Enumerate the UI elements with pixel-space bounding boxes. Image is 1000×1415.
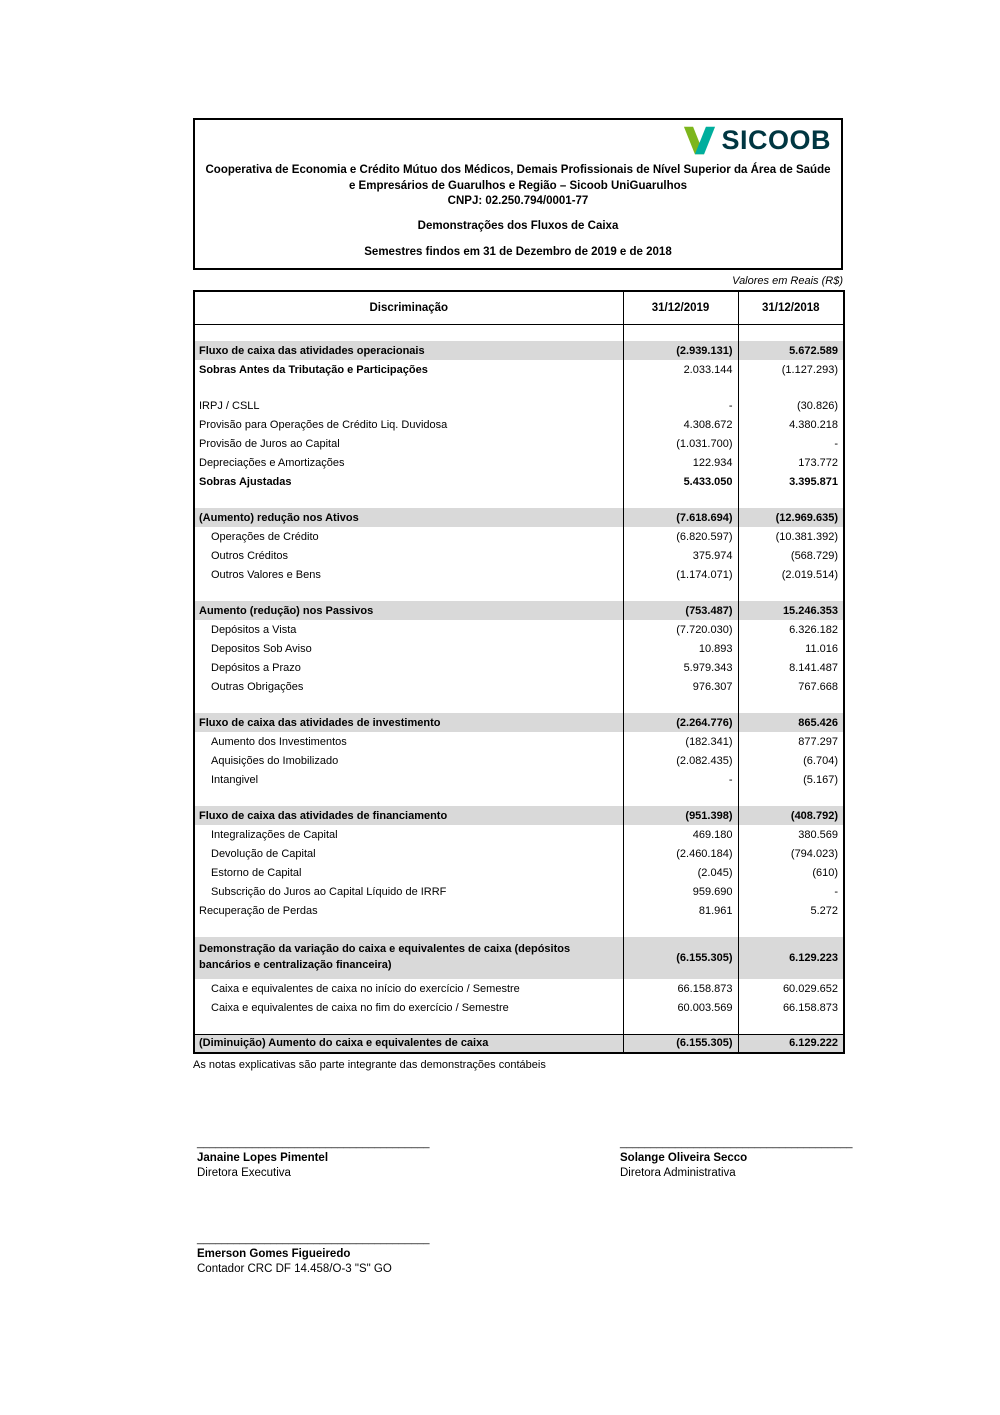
row-label: Provisão de Juros ao Capital (194, 434, 623, 453)
row-value-2019 (623, 696, 738, 713)
table-row (194, 396, 844, 415)
row-label: Subscrição do Juros ao Capital Líquido de IRRF (194, 882, 623, 901)
signature-block-accountant (197, 1234, 429, 1275)
row-value-2019: (6.155.305) (623, 937, 738, 979)
row-value-2019: (2.939.131) (623, 341, 738, 360)
row-label (194, 584, 623, 601)
row-label: Aumento dos Investimentos (194, 732, 623, 751)
row-value-2018: 6.326.182 (738, 620, 844, 639)
table-row (194, 546, 844, 565)
row-label: Depósitos a Prazo (194, 658, 623, 677)
table-row (194, 882, 844, 901)
row-value-2018: 865.426 (738, 713, 844, 732)
row-label (194, 379, 623, 396)
table-row (194, 732, 844, 751)
row-label: Fluxo de caixa das atividades operacionais (194, 341, 623, 360)
table-row (194, 751, 844, 770)
row-label: Provisão para Operações de Crédito Liq. Duvidosa (194, 415, 623, 434)
header-box (193, 118, 843, 270)
row-value-2019: (1.174.071) (623, 565, 738, 584)
row-label: Caixa e equivalentes de caixa no início do exercício / Semestre (194, 979, 623, 998)
table-row (194, 472, 844, 491)
table-row (194, 658, 844, 677)
table-row (194, 1034, 844, 1053)
row-value-2018 (738, 920, 844, 937)
table-row (194, 565, 844, 584)
signature-name: Janaine Lopes Pimentel (197, 1152, 329, 1164)
row-label: IRPJ / CSLL (194, 396, 623, 415)
row-value-2019: (2.264.776) (623, 713, 738, 732)
row-value-2018: (794.023) (738, 844, 844, 863)
row-value-2018: (610) (738, 863, 844, 882)
row-value-2019: 5.433.050 (623, 472, 738, 491)
row-value-2018: (10.381.392) (738, 527, 844, 546)
signature-block-administrative (620, 1138, 852, 1179)
row-label: (Aumento) redução nos Ativos (194, 508, 623, 527)
signature-line: ______________________________________ (197, 1137, 430, 1149)
row-value-2019: 10.893 (623, 639, 738, 658)
row-value-2018: (568.729) (738, 546, 844, 565)
sicoob-logo (683, 125, 831, 156)
table-row (194, 806, 844, 825)
column-header-2019: 31/12/2019 (623, 291, 738, 324)
row-value-2019 (623, 324, 738, 341)
row-value-2019: - (623, 396, 738, 415)
row-value-2019: 60.003.569 (623, 998, 738, 1017)
statement-content (193, 118, 843, 1071)
row-label: Intangivel (194, 770, 623, 789)
row-label: Outros Valores e Bens (194, 565, 623, 584)
row-label: Sobras Ajustadas (194, 472, 623, 491)
row-value-2018: 5.672.589 (738, 341, 844, 360)
table-row (194, 324, 844, 341)
sicoob-logo-text: SICOOB (721, 125, 831, 155)
row-value-2018: (408.792) (738, 806, 844, 825)
row-value-2018: 4.380.218 (738, 415, 844, 434)
row-value-2018: - (738, 882, 844, 901)
row-value-2018: 173.772 (738, 453, 844, 472)
row-value-2019: 959.690 (623, 882, 738, 901)
table-row (194, 696, 844, 713)
row-value-2019: 469.180 (623, 825, 738, 844)
row-label (194, 920, 623, 937)
table-row (194, 677, 844, 696)
table-row (194, 789, 844, 806)
row-label: Outros Créditos (194, 546, 623, 565)
row-value-2019: (1.031.700) (623, 434, 738, 453)
signature-role: Diretora Executiva (197, 1167, 291, 1179)
row-value-2018 (738, 1017, 844, 1034)
signature-block-executive (197, 1138, 429, 1179)
table-row (194, 863, 844, 882)
signature-name: Solange Oliveira Secco (620, 1152, 748, 1164)
table-row (194, 620, 844, 639)
row-label: Fluxo de caixa das atividades de investimento (194, 713, 623, 732)
row-value-2019 (623, 491, 738, 508)
row-value-2019: (2.460.184) (623, 844, 738, 863)
row-label: Caixa e equivalentes de caixa no fim do exercício / Semestre (194, 998, 623, 1017)
row-value-2018: (1.127.293) (738, 360, 844, 379)
currency-note: Valores em Reais (R$) (732, 275, 843, 288)
table-row (194, 360, 844, 379)
row-label: Sobras Antes da Tributação e Participações (194, 360, 623, 379)
row-label: Depreciações e Amortizações (194, 453, 623, 472)
row-value-2019 (623, 1017, 738, 1034)
row-value-2018: - (738, 434, 844, 453)
table-row (194, 453, 844, 472)
row-value-2018 (738, 491, 844, 508)
row-value-2018: 3.395.871 (738, 472, 844, 491)
row-value-2018: (30.826) (738, 396, 844, 415)
row-value-2018: (2.019.514) (738, 565, 844, 584)
row-value-2019: (7.720.030) (623, 620, 738, 639)
row-value-2019 (623, 584, 738, 601)
row-value-2018: 6.129.223 (738, 937, 844, 979)
table-row (194, 508, 844, 527)
row-value-2019: (6.820.597) (623, 527, 738, 546)
row-label (194, 1017, 623, 1034)
row-value-2019: 4.308.672 (623, 415, 738, 434)
explanatory-note: As notas explicativas são parte integrante das demonstrações contábeis (193, 1059, 546, 1072)
table-row (194, 844, 844, 863)
statement-period: Semestres findos em 31 de Dezembro de 2019 e de 2018 (364, 246, 672, 259)
table-row (194, 1017, 844, 1034)
table-row (194, 901, 844, 920)
signature-name: Emerson Gomes Figueiredo (197, 1248, 351, 1260)
table-row (194, 770, 844, 789)
row-label: Integralizações de Capital (194, 825, 623, 844)
row-label: (Diminuição) Aumento do caixa e equivalentes de caixa (194, 1034, 623, 1053)
column-header-2018: 31/12/2018 (738, 291, 844, 324)
table-row (194, 491, 844, 508)
row-value-2018: 60.029.652 (738, 979, 844, 998)
row-value-2019: 66.158.873 (623, 979, 738, 998)
row-value-2019: - (623, 770, 738, 789)
table-row (194, 415, 844, 434)
row-value-2018: 8.141.487 (738, 658, 844, 677)
row-value-2018: 877.297 (738, 732, 844, 751)
row-value-2019: (182.341) (623, 732, 738, 751)
row-value-2018 (738, 696, 844, 713)
table-row (194, 584, 844, 601)
cashflow-table (193, 290, 845, 1054)
row-value-2019: 976.307 (623, 677, 738, 696)
row-value-2019: (7.618.694) (623, 508, 738, 527)
table-row (194, 937, 844, 979)
row-label (194, 696, 623, 713)
row-value-2019: (951.398) (623, 806, 738, 825)
statement-title: Demonstrações dos Fluxos de Caixa (417, 220, 619, 233)
row-value-2018 (738, 379, 844, 396)
row-value-2019: 2.033.144 (623, 360, 738, 379)
table-row (194, 998, 844, 1017)
table-header-row (194, 291, 844, 324)
row-label: Fluxo de caixa das atividades de financiamento (194, 806, 623, 825)
row-value-2018: (6.704) (738, 751, 844, 770)
row-label: Aumento (redução) nos Passivos (194, 601, 623, 620)
table-row (194, 379, 844, 396)
row-value-2018: 767.668 (738, 677, 844, 696)
row-value-2019: 375.974 (623, 546, 738, 565)
row-value-2019 (623, 920, 738, 937)
row-label: Outras Obrigações (194, 677, 623, 696)
row-label (194, 789, 623, 806)
cnpj: CNPJ: 02.250.794/0001-77 (447, 195, 589, 208)
table-row (194, 434, 844, 453)
row-value-2018 (738, 584, 844, 601)
row-label: Devolução de Capital (194, 844, 623, 863)
signature-role: Contador CRC DF 14.458/O-3 "S" GO (197, 1263, 392, 1275)
row-value-2019: 81.961 (623, 901, 738, 920)
row-value-2019 (623, 379, 738, 396)
row-label: Depositos Sob Aviso (194, 639, 623, 658)
row-label: Demonstração da variação do caixa e equivalentes de caixa (depósitos bancários e centralização financeira) (194, 937, 623, 979)
row-label: Depósitos a Vista (194, 620, 623, 639)
row-value-2018: (12.969.635) (738, 508, 844, 527)
row-label: Recuperação de Perdas (194, 901, 623, 920)
row-value-2019: (6.155.305) (623, 1034, 738, 1053)
row-label: Operações de Crédito (194, 527, 623, 546)
table-row (194, 601, 844, 620)
table-row (194, 713, 844, 732)
row-value-2019: 122.934 (623, 453, 738, 472)
table-row (194, 639, 844, 658)
row-value-2018: 380.569 (738, 825, 844, 844)
row-value-2019: (2.082.435) (623, 751, 738, 770)
row-value-2018: (5.167) (738, 770, 844, 789)
row-value-2018: 6.129.222 (738, 1034, 844, 1053)
row-value-2019 (623, 789, 738, 806)
row-label: Aquisições do Imobilizado (194, 751, 623, 770)
row-label (194, 324, 623, 341)
row-value-2018: 66.158.873 (738, 998, 844, 1017)
row-value-2018 (738, 324, 844, 341)
signature-line: ______________________________________ (197, 1233, 430, 1245)
row-value-2018 (738, 789, 844, 806)
table-row (194, 920, 844, 937)
row-value-2018: 15.246.353 (738, 601, 844, 620)
row-label (194, 491, 623, 508)
row-label: Estorno de Capital (194, 863, 623, 882)
table-row (194, 825, 844, 844)
column-header-discriminacao: Discriminação (194, 291, 623, 324)
organization-name: Cooperativa de Economia e Crédito Mútuo dos Médicos, Demais Profissionais de Nível Superior da Área de Saúde e Empresários de Guarulhos e Região – Sicoob UniGuarulhos (205, 164, 831, 193)
row-value-2019: (2.045) (623, 863, 738, 882)
table-row (194, 341, 844, 360)
table-row (194, 979, 844, 998)
row-value-2018: 5.272 (738, 901, 844, 920)
row-value-2019: (753.487) (623, 601, 738, 620)
signature-role: Diretora Administrativa (620, 1167, 736, 1179)
sicoob-logo-icon (683, 126, 716, 155)
signature-line: ______________________________________ (620, 1137, 853, 1149)
row-value-2019: 5.979.343 (623, 658, 738, 677)
table-row (194, 527, 844, 546)
row-value-2018: 11.016 (738, 639, 844, 658)
